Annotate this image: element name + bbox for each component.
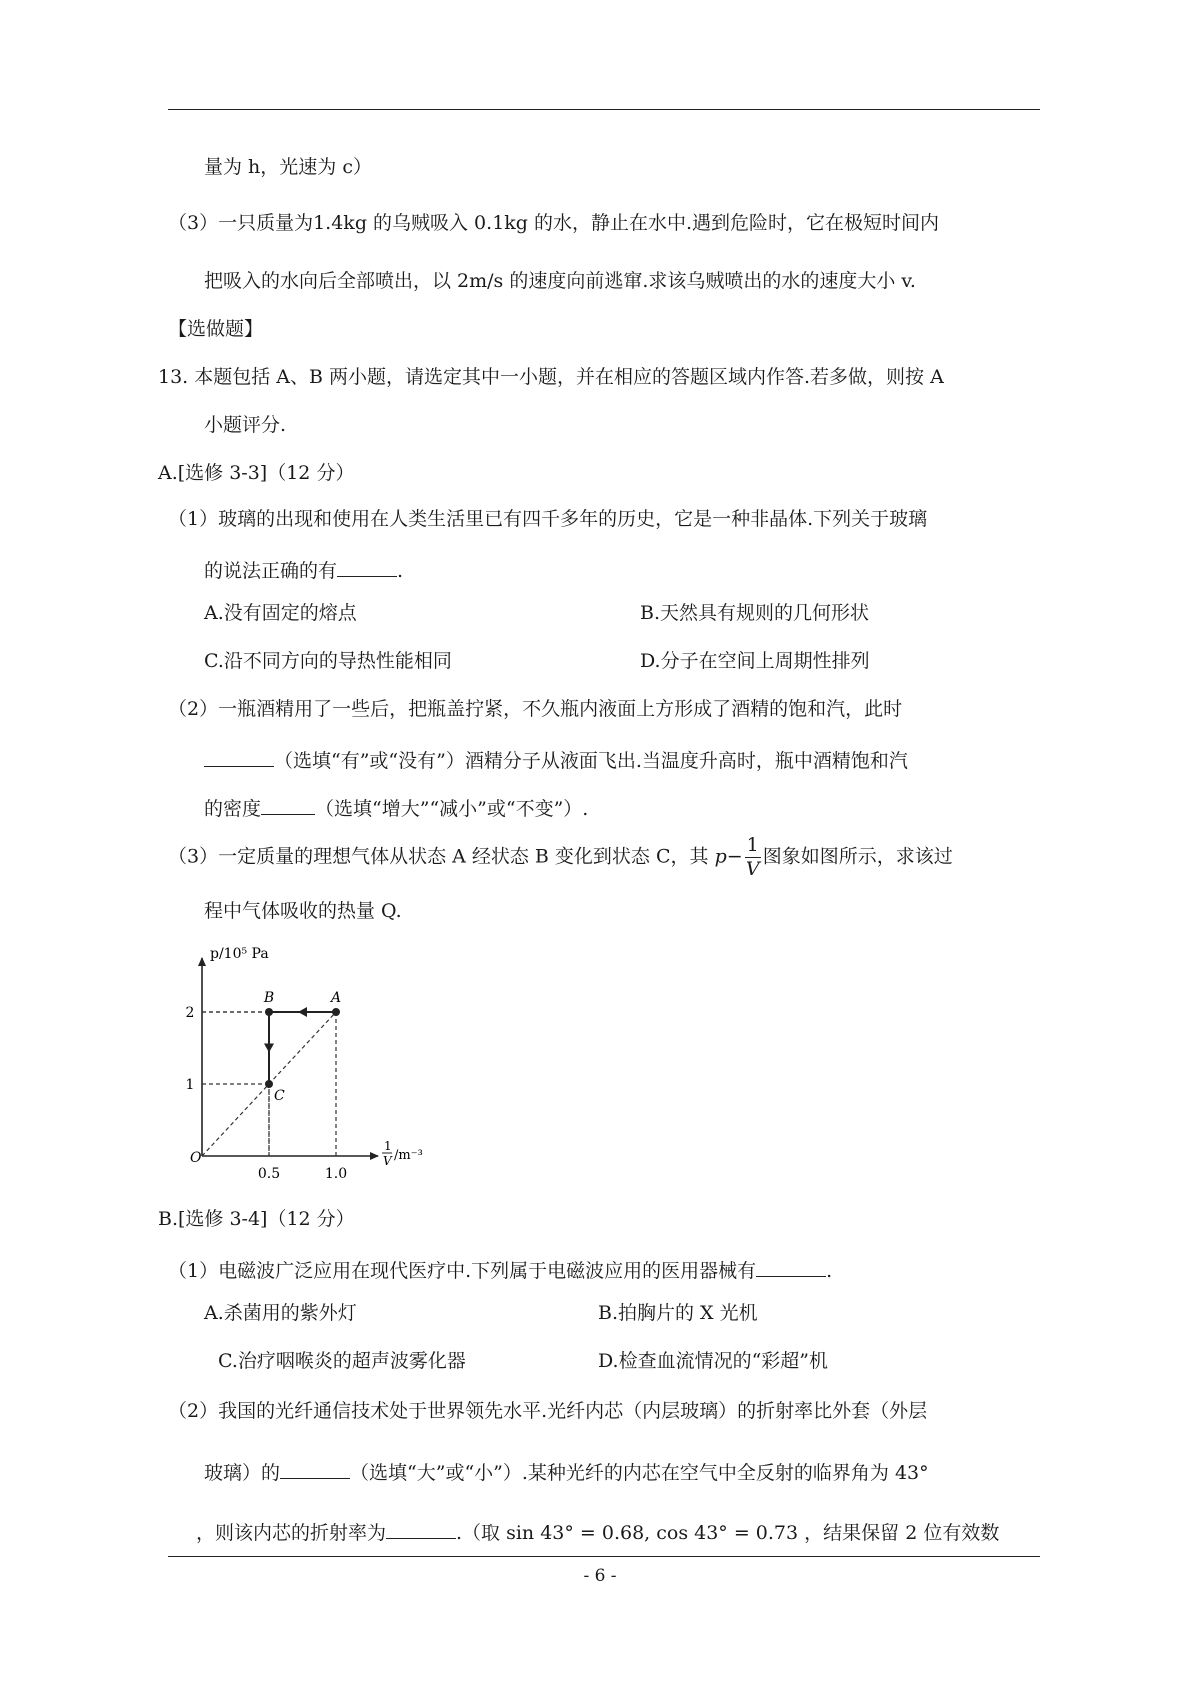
a-q3-line1-end: 图象如图所示，求该过 [762,845,953,868]
a-q2-line1: （2）一瓶酒精用了一些后，把瓶盖拧紧，不久瓶内液面上方形成了酒精的饱和汽，此时 [168,698,903,720]
origin-label: O [190,1150,202,1166]
process-arrow-A-B [298,1007,307,1017]
a-q3-var-p: p [714,845,727,868]
x-tick-label: 0.5 [257,1166,281,1182]
a-q2-line3-start: 的密度 [204,797,262,820]
a-q1-line2 [204,556,403,583]
b-q1-line1-text: （1）电磁波广泛应用在现代医疗中.下列属于电磁波应用的医用器械有 [168,1259,757,1282]
a-q3-line1 [168,836,953,879]
b-q1-line1 [168,1256,832,1283]
answer-blank[interactable] [204,746,274,767]
y-tick-label: 1 [185,1077,195,1093]
section-a-title: A.[选修 3-3]（12 分） [158,462,355,484]
a-q1-line2-text: 的说法正确的有 [204,559,338,582]
a-q3-line2: 程中气体吸收的热量 Q. [204,900,402,922]
a-q1-option-a: A.没有固定的熔点 [204,602,357,624]
y-axis-label: p/10⁵ Pa [210,946,269,962]
b-q2-line2-end: （选填“大”或“小”）.某种光纤的内芯在空气中全反射的临界角为 43° [350,1461,929,1484]
page-number: - 6 - [583,1566,617,1586]
answer-blank[interactable] [756,1256,826,1277]
q12-3-line1: （3）一只质量为1.4kg 的乌贼吸入 0.1kg 的水，静止在水中.遇到危险时，它在极短时间内 [168,212,940,234]
pv-chart [172,928,472,1190]
x-tick-label: 1.0 [324,1166,348,1182]
b-q2-line3-start: ，则该内芯的折射率为 [196,1521,387,1544]
state-label-A: A [330,990,342,1006]
a-q3-minus: − [726,845,743,868]
b-q1-option-c: C.治疗咽喉炎的超声波雾化器 [218,1350,466,1372]
y-tick-label: 2 [185,1005,195,1021]
b-q1-option-b: B.拍胸片的 X 光机 [598,1302,758,1324]
answer-blank[interactable] [386,1518,456,1539]
b-q1-line1-end: . [826,1259,833,1282]
a-q2-line3-end: （选填“增大”“减小”或“不变”）. [315,797,589,820]
a-q2-line3 [204,794,588,821]
state-label-C: C [274,1088,285,1104]
section-b-title: B.[选修 3-4]（12 分） [158,1208,355,1230]
header-rule [168,109,1040,110]
elective-header: 【选做题】 [168,318,264,340]
footer-rule [168,1556,1040,1557]
x-axis-label-num: 1 [384,1139,392,1153]
state-points [263,990,341,1104]
a-q1-option-d: D.分子在空间上周期性排列 [640,650,870,672]
a-q1-option-b: B.天然具有规则的几何形状 [640,602,870,624]
state-point-C [265,1080,273,1088]
a-q1-line1: （1）玻璃的出现和使用在人类生活里已有四千多年的历史，它是一种非晶体.下列关于玻璃 [168,508,928,530]
state-label-B: B [263,990,275,1006]
answer-blank[interactable] [337,556,397,577]
b-q2-line3-end: .（取 sin 43° = 0.68, cos 43° = 0.73 ，结果保留 2 位有效数 [456,1521,1000,1544]
a-q2-line2-text: （选填“有”或“没有”）酒精分子从液面飞出.当温度升高时，瓶中酒精饱和汽 [274,749,908,772]
answer-blank[interactable] [261,794,315,815]
x-axis-label-unit: /m⁻³ [394,1148,423,1163]
a-q1-line2-end: . [397,559,404,582]
a-q3-line1-start: （3）一定质量的理想气体从状态 A 经状态 B 变化到状态 C，其 [168,845,715,868]
path-lines [264,1007,336,1084]
q12-3-line2: 把吸入的水向后全部喷出，以 2m/s 的速度向前逃窜.求该乌贼喷出的水的速度大小 v. [204,270,916,292]
a-q2-line2 [204,746,908,773]
continuation-line: 量为 h，光速为 c） [204,156,372,178]
state-point-A [332,1008,340,1016]
b-q1-option-d: D.检查血流情况的“彩超”机 [598,1350,829,1372]
b-q2-line1: （2）我国的光纤通信技术处于世界领先水平.光纤内芯（内层玻璃）的折射率比外套（外层 [168,1400,928,1422]
a-q3-fraction [745,836,761,879]
a-q1-option-c: C.沿不同方向的导热性能相同 [204,650,452,672]
b-q2-line2-start: 玻璃）的 [204,1461,281,1484]
answer-blank[interactable] [280,1458,350,1479]
process-arrow-B-C [264,1044,274,1053]
frac-numerator: 1 [746,834,759,856]
state-point-B [265,1008,273,1016]
x-axis-label [382,1139,423,1168]
b-q2-line2 [204,1458,929,1485]
q13-line2: 小题评分. [204,414,287,436]
x-axis-label-den: V [383,1154,392,1168]
frac-denominator: V [745,858,760,880]
b-q1-option-a: A.杀菌用的紫外灯 [204,1302,357,1324]
b-q2-line3 [196,1518,999,1545]
q13-line1: 13. 本题包括 A、B 两小题，请选定其中一小题，并在相应的答题区域内作答.若多做，则按 A [158,366,944,388]
